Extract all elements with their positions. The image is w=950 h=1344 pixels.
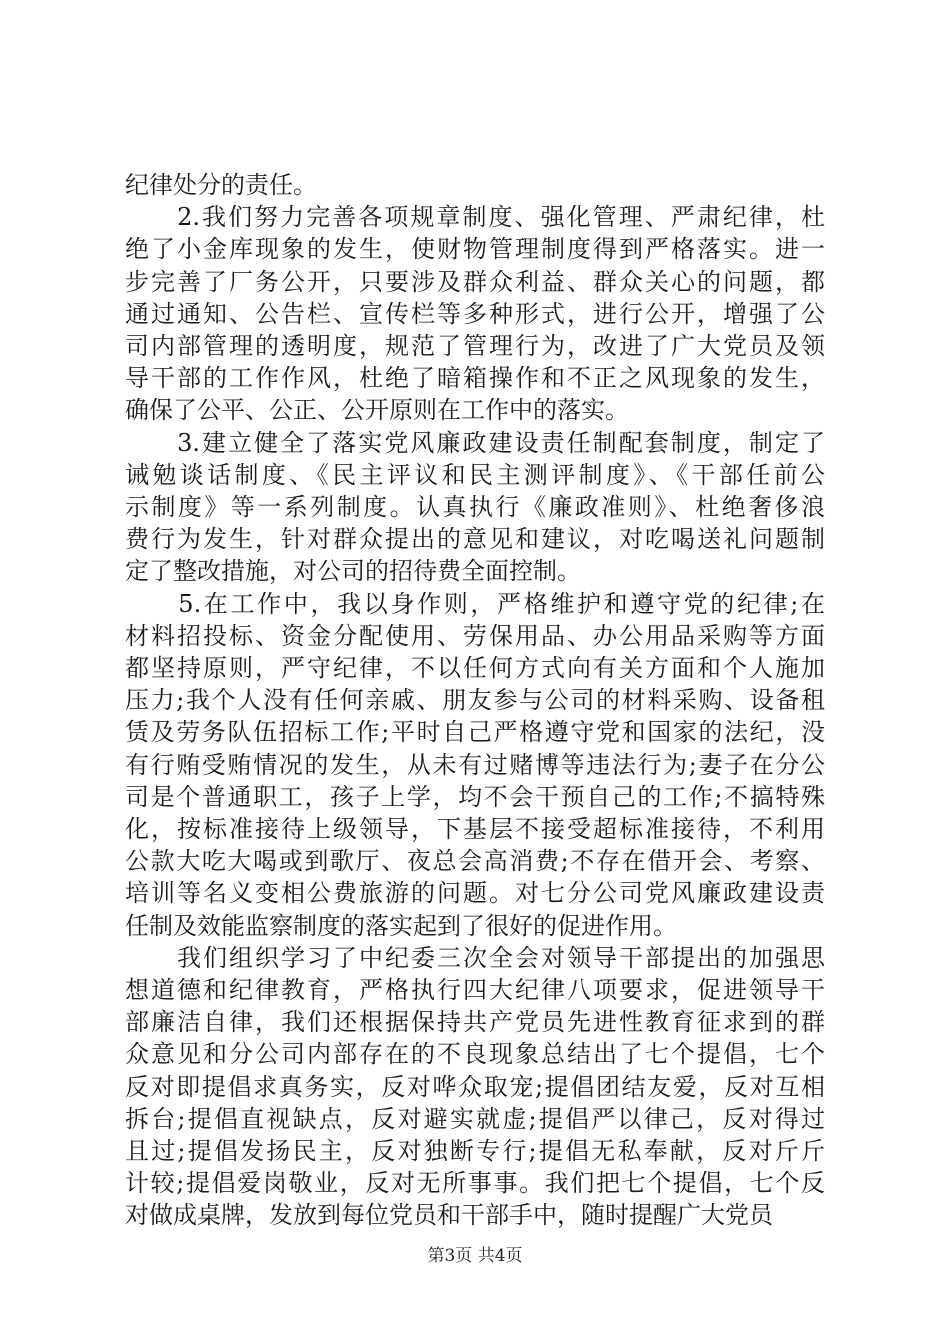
text-line: 任制及效能监察制度的落实起到了很好的促进作用。 bbox=[125, 911, 677, 940]
text-line: 有行贿受贿情况的发生，从未有过赌博等违法行为;妻子在分公 bbox=[125, 750, 825, 779]
text-line: 众意见和分公司内部存在的不良现象总结出了七个提倡，七个 bbox=[125, 1040, 825, 1069]
text-line: 2.我们努力完善各项规章制度、强化管理、严肃纪律，杜 bbox=[125, 203, 825, 232]
text-line: 诫勉谈话制度、《民主评议和民主测评制度》、《干部任前公 bbox=[125, 460, 825, 489]
text-line: 反对即提倡求真务实，反对哗众取宠;提倡团结友爱，反对互相 bbox=[125, 1072, 825, 1101]
text-line: 化，按标准接待上级领导，下基层不接受超标准接待，不利用 bbox=[125, 815, 825, 843]
text-line: 绝了小金库现象的发生，使财物管理制度得到严格落实。进一 bbox=[125, 235, 825, 264]
page-footer: 第3页 共4页 bbox=[427, 1246, 523, 1266]
text-line: 导干部的工作作风，杜绝了暗箱操作和不正之风现象的发生， bbox=[125, 364, 825, 393]
text-line: 3.建立健全了落实党风廉政建设责任制配套制度，制定了 bbox=[125, 428, 825, 457]
text-line: 拆台;提倡直视缺点，反对避实就虚;提倡严以律己，反对得过 bbox=[125, 1104, 825, 1133]
text-line: 材料招投标、资金分配使用、劳保用品、办公用品采购等方面 bbox=[125, 621, 825, 650]
text-line: 计较;提倡爱岗敬业，反对无所事事。我们把七个提倡，七个反 bbox=[125, 1169, 825, 1198]
text-line: 想道德和纪律教育，严格执行四大纪律八项要求，促进领导干 bbox=[125, 976, 825, 1004]
text-line: 都坚持原则，严守纪律，不以任何方式向有关方面和个人施加 bbox=[125, 654, 825, 682]
text-line: 培训等名义变相公费旅游的问题。对七分公司党风廉政建设责 bbox=[125, 879, 825, 908]
text-line: 定了整改措施，对公司的招待费全面控制。 bbox=[125, 557, 581, 586]
text-line: 通过通知、公告栏、宣传栏等多种形式，进行公开，增强了公 bbox=[125, 299, 825, 328]
text-line: 部廉洁自律，我们还根据保持共产党员先进性教育征求到的群 bbox=[125, 1008, 825, 1037]
text-line: 我们组织学习了中纪委三次全会对领导干部提出的加强思 bbox=[125, 943, 825, 972]
text-line: 纪律处分的责任。 bbox=[125, 171, 317, 199]
text-line: 费行为发生，针对群众提出的意见和建议，对吃喝送礼问题制 bbox=[125, 525, 825, 554]
text-line: 司内部管理的透明度，规范了管理行为，改进了广大党员及领 bbox=[125, 332, 825, 360]
text-line: 对做成桌牌，发放到每位党员和干部手中，随时提醒广大党员 bbox=[125, 1201, 773, 1230]
text-line: 压力;我个人没有任何亲戚、朋友参与公司的材料采购、设备租 bbox=[125, 686, 825, 715]
text-line: 确保了公平、公正、公开原则在工作中的落实。 bbox=[125, 396, 629, 425]
text-line: 赁及劳务队伍招标工作;平时自己严格遵守党和国家的法纪，没 bbox=[125, 718, 825, 747]
text-line: 示制度》等一系列制度。认真执行《廉政准则》、杜绝奢侈浪 bbox=[125, 493, 825, 521]
text-line: 且过;提倡发扬民主，反对独断专行;提倡无私奉献，反对斤斤 bbox=[125, 1137, 825, 1165]
text-line: 步完善了厂务公开，只要涉及群众利益、群众关心的问题，都 bbox=[125, 267, 825, 296]
text-line: 司是个普通职工，孩子上学，均不会干预自己的工作;不搞特殊 bbox=[125, 782, 825, 811]
text-line: 公款大吃大喝或到歌厅、夜总会高消费;不存在借开会、考察、 bbox=[125, 847, 825, 876]
text-line: 5.在工作中，我以身作则，严格维护和遵守党的纪律;在 bbox=[125, 589, 825, 618]
